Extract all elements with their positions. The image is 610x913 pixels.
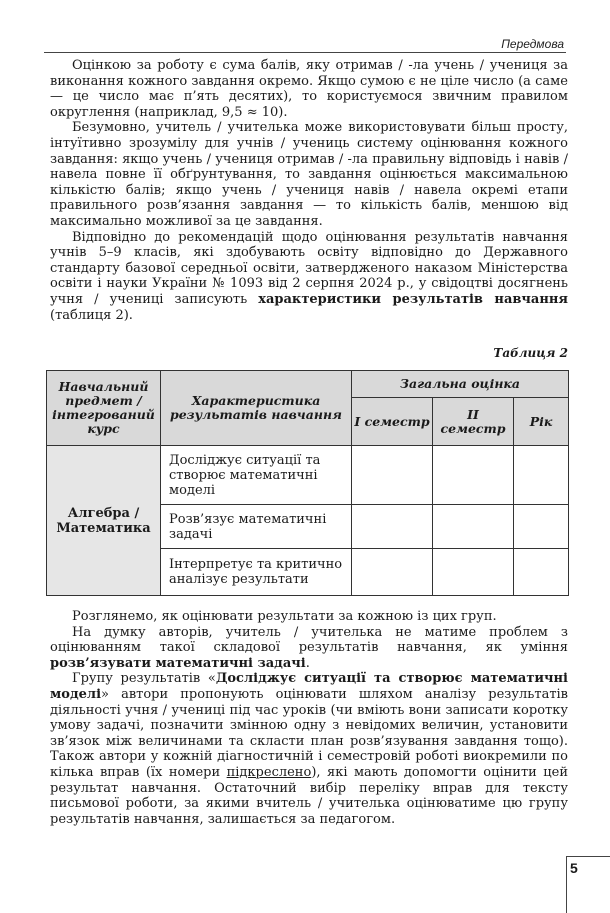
paragraph-recommendations: Відповідно до рекомендацій щодо оцінювання результатів навчання учнів 5–9 класів, які здобувають освіту відповідно до Державного стандарту базової середньої освіти, затвердженого наказом Міністерства освіти і науки України № 1093 від 2 серпня 2024 р., у свідоцтві досягнень учня / учениці записують характеристики результатів навчання (таблиця 2).	[50, 229, 568, 323]
body-text-after-table	[50, 609, 568, 827]
col-subject-header: Навчальний предмет / інтегрований курс	[47, 371, 161, 446]
grade-cell	[433, 549, 514, 596]
paragraph-scoring: Оцінкою за роботу є сума балів, яку отримав / -ла учень / учениця за виконання кожного завдання окремо. Якщо сумою є не ціле число (а саме — це число має п’ять десятих), то користуємося звичним правилом округлення (наприклад, 9,5 ≈ 10).	[50, 58, 568, 120]
year-header: Рік	[514, 398, 569, 446]
results-table	[46, 370, 569, 596]
bold-characteristics: характеристики результатів навчання	[258, 291, 568, 307]
page-number: 5	[570, 860, 578, 876]
semester-1-header: I семестр	[352, 398, 433, 446]
grade-cell	[352, 505, 433, 549]
table-row-desc: Досліджує ситуації та створює математичні моделі	[161, 446, 352, 505]
grade-cell	[433, 446, 514, 505]
subject-cell: Алгебра / Математика	[47, 446, 161, 596]
paragraph-simplified-system: Безумовно, учитель / учителька може використовувати більш просту, інтуїтивно зрозумілу для учнів / учениць систему оцінювання кожного завдання: якщо учень / учениця отримав / -ла правильну відповідь і навів / навела повне її обґрунтування, то завдання оцінюється максимальною кількістю балів; якщо учень / учениця навів / навела окремі етапи правильного розв’язання завдання — то кількість балів, меншою від максимально можливої за це завдання.	[50, 120, 568, 229]
grade-cell	[433, 505, 514, 549]
header-title: Передмова	[501, 37, 564, 51]
overall-grade-header: Загальна оцінка	[352, 371, 569, 398]
running-header	[44, 38, 566, 53]
col-characteristic-header: Характеристика результатів навчання	[161, 371, 352, 446]
grade-cell	[352, 446, 433, 505]
table-caption: Таблиця 2	[493, 346, 568, 360]
paragraph-problem-solving: На думку авторів, учитель / учителька не матиме проблем з оцінюванням такої складової результатів навчання, як уміння розв’язувати математичні задачі.	[50, 624, 568, 671]
underlined-word: підкреслено	[226, 764, 312, 780]
intro-text	[50, 58, 568, 323]
table-row-desc: Інтерпретує та критично аналізує результати	[161, 549, 352, 596]
grade-cell	[514, 549, 569, 596]
paragraph-modelling: Групу результатів «Досліджує ситуації та створює математичні моделі» автори пропонують оцінювати шляхом аналізу результатів діяльності учня / учениці під час уроків (чи вміють вони записати коротку умову задачі, позначити змінною одну з невідомих величин, установити зв’язок між величинами та скласти план розв’язування завдання тощо). Також автори у кожній діагностичній і семестровій роботі виокремили по кілька вправ (їх номери підкреслено), які мають допомогти оцінити цей результат навчання. Остаточний вибір переліку вправ для тексту письмової роботи, за якими вчитель / учителька оцінюватиме цю групу результатів навчання, залишається за педагогом.	[50, 671, 568, 827]
table-row-desc: Розв’язує математичні задачі	[161, 505, 352, 549]
paragraph-groups: Розглянемо, як оцінювати результати за кожною із цих груп.	[72, 609, 497, 624]
semester-2-header: II семестр	[433, 398, 514, 446]
grade-cell	[514, 505, 569, 549]
grade-cell	[352, 549, 433, 596]
grade-cell	[514, 446, 569, 505]
